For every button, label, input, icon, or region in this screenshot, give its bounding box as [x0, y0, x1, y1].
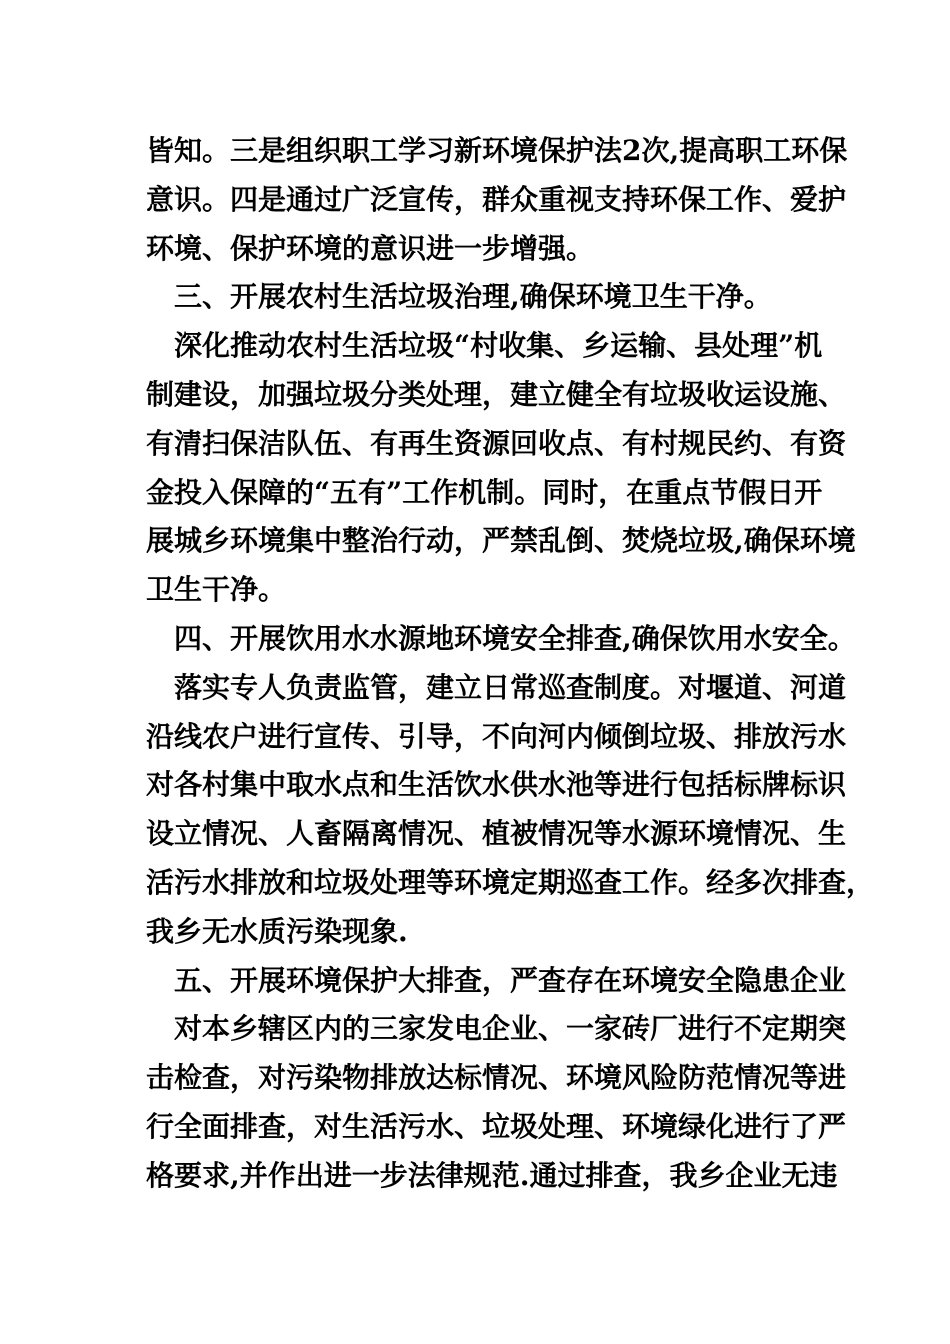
- text-line: 深化推动农村生活垃圾“村收集、乡运输、县处理”机: [174, 329, 823, 363]
- text-line: 对本乡辖区内的三家发电企业、一家砖厂进行不定期突: [174, 1012, 847, 1046]
- text-line: 行全面排查，对生活污水、垃圾处理、环境绿化进行了严: [146, 1109, 847, 1143]
- text-line: 击检查，对污染物排放达标情况、环境风险防范情况等进: [146, 1061, 847, 1095]
- text-line: 卫生干净。: [146, 573, 287, 607]
- text-line: 对各村集中取水点和生活饮水供水池等进行包括标牌标识: [146, 768, 847, 802]
- text-line: 格要求,并作出进一步法律规范.通过排查，我乡企业无违: [146, 1158, 838, 1192]
- section-heading: 五、开展环境保护大排查，严查存在环境安全隐患企业: [174, 963, 847, 997]
- text-line: 活污水排放和垃圾处理等环境定期巡查工作。经多次排查，: [146, 865, 875, 899]
- text-line: 皆知。三是组织职工学习新环境保护法2次,提高职工环保: [146, 134, 848, 167]
- text-line: 意识。四是通过广泛宣传，群众重视支持环保工作、爱护: [146, 182, 847, 216]
- text-line: 制建设，加强垃圾分类处理，建立健全有垃圾收运设施、: [146, 377, 847, 411]
- text-line: 沿线农户进行宣传、引导，不向河内倾倒垃圾、排放污水: [146, 719, 847, 753]
- section-heading: 三、开展农村生活垃圾治理,确保环境卫生干净。: [174, 280, 772, 314]
- text-line: 展城乡环境集中整治行动，严禁乱倒、焚烧垃圾,确保环境: [146, 524, 856, 558]
- text-line: 落实专人负责监管，建立日常巡查制度。对堰道、河道: [174, 670, 847, 704]
- body-text: [146, 127, 875, 1201]
- text-line: 有清扫保洁队伍、有再生资源回收点、有村规民约、有资: [146, 426, 847, 460]
- text-line: 设立情况、人畜隔离情况、植被情况等水源环境情况、生: [146, 817, 847, 851]
- text-line: 环境、保护环境的意识进一步增强。: [146, 231, 595, 265]
- text-line: 我乡无水质污染现象.: [146, 914, 408, 948]
- section-heading: 四、开展饮用水水源地环境安全排查,确保饮用水安全。: [174, 621, 856, 655]
- text-line: 金投入保障的“五有”工作机制。同时，在重点节假日开: [146, 475, 823, 509]
